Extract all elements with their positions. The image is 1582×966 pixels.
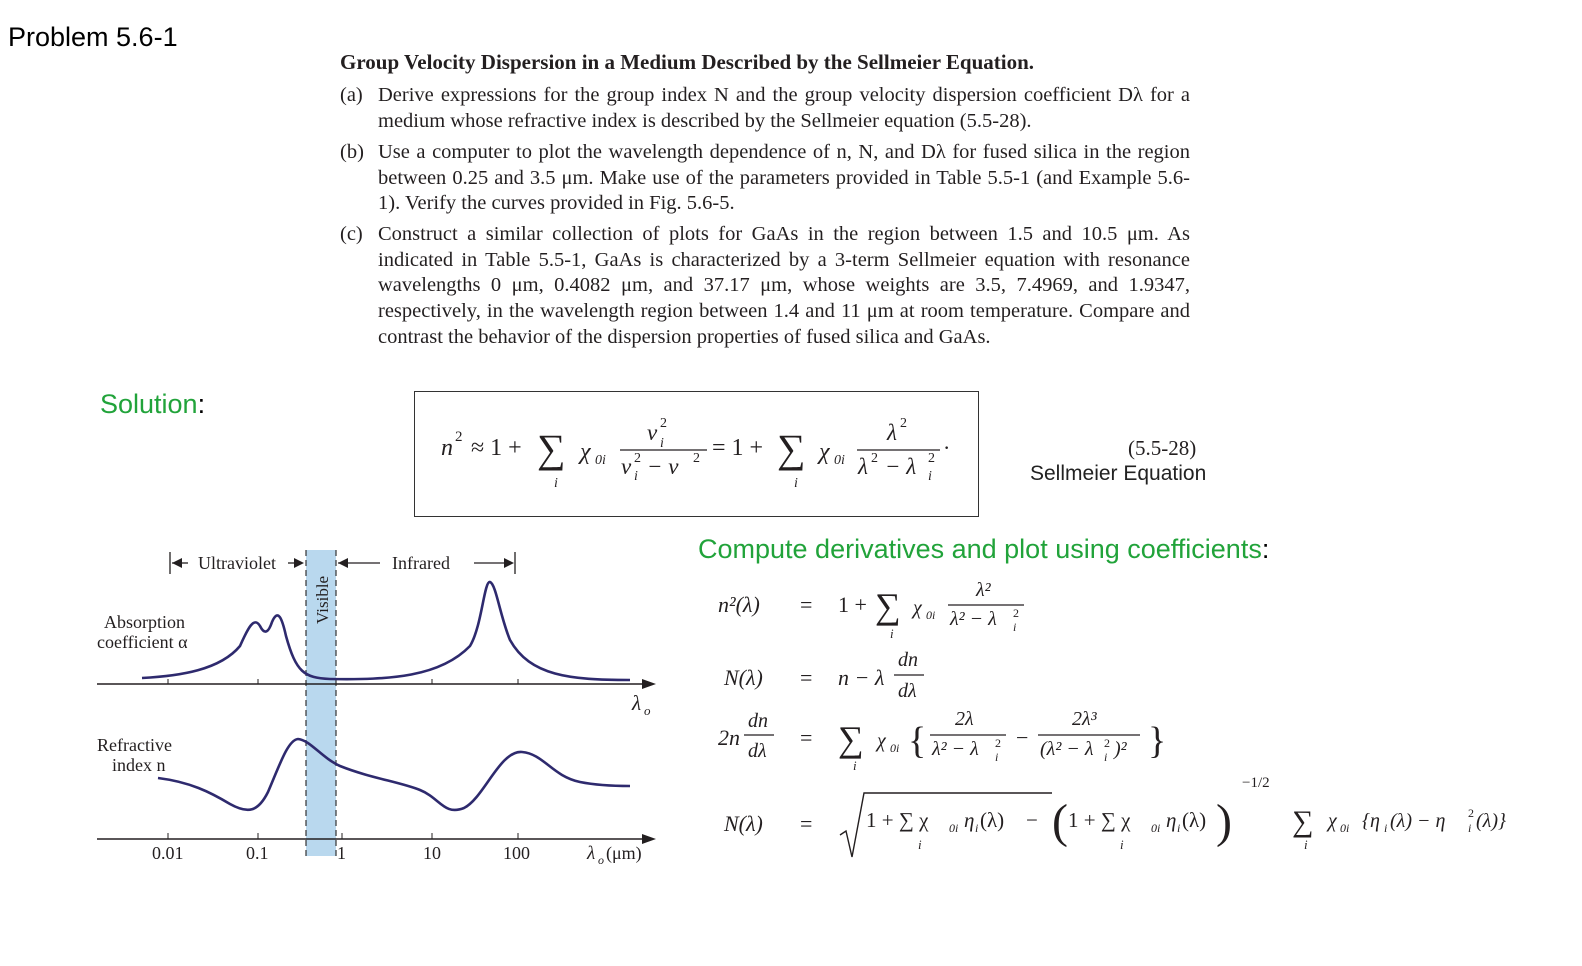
equation-name: Sellmeier Equation (1030, 462, 1207, 485)
eq-den-lambda-sup: 2 (871, 451, 878, 466)
eq-num-nu-sub: i (660, 436, 664, 451)
eq3-frac1-den-sup: 2 (995, 736, 1001, 750)
eq3-sum-index: i (853, 758, 857, 773)
eq3-frac2-den-end: )² (1114, 738, 1127, 760)
eq-equals-2: = 1 + (712, 435, 764, 461)
eq3-chi-sub: 0i (890, 741, 900, 755)
tick-label: 10 (423, 843, 441, 863)
equation-number: (5.5-28) (1128, 436, 1197, 460)
part-text: Derive expressions for the group index N and the group velocity dispersion coefficient Dλ for a medium whose refractive index is described by the Sellmeier equation (5.5-28). (378, 84, 1190, 132)
tick-label: 0.01 (152, 843, 184, 863)
eq3-frac2-num: 2λ³ (1072, 708, 1097, 730)
eq3-sum: ∑ (838, 719, 864, 759)
eq-sum-index-2: i (794, 476, 798, 491)
sellmeier-equation-box (414, 391, 979, 517)
eq4-equals: = (800, 811, 813, 836)
part-text: Construct a similar collection of plots for GaAs in the region between 1.5 and 10.5 μm. As indicated in Table 5.5-1, GaAs is characterized by a 3-term Sellmeier equation with resonance wavelengths 0 μm, 0.4082 μm, and 37.17 μm, whose weights are 3.5, 7.4969, and 1.9347, respectively, in the wavelength region between 1.4 and 11 μm at room temperature. Compare and contrast the behavior of the dispersion properties of fused silica and GaAs. (378, 223, 1190, 348)
solution-colon: : (197, 389, 206, 419)
eq-sum-2: ∑ (777, 426, 806, 471)
eq1-rhs: 1 + (838, 592, 867, 617)
ir-label: Infrared (392, 553, 450, 573)
wavelength-axis-arrow (642, 834, 656, 844)
absorption-axis-label: λ (632, 691, 642, 715)
eq3-frac2-den-sup: 2 (1104, 736, 1110, 750)
eq3-frac1-den-sub: i (995, 750, 999, 764)
eq3-frac1-num: 2λ (955, 708, 974, 730)
eq-chi-1: χ (580, 439, 591, 465)
eq4-sqrt-part1: 1 + ∑ χ (866, 808, 929, 832)
eq-minus-lambda-sup: 2 (928, 451, 935, 466)
eq1-den: λ² − λ (950, 608, 997, 630)
eq4-last-term: {η (1362, 810, 1380, 832)
refractive-index-curve (158, 739, 630, 810)
eq2-lhs: N(λ) (724, 665, 763, 690)
eq3-frac1-den: λ² − λ (932, 738, 979, 760)
eq-chi-sub-2: 0i (834, 453, 845, 468)
eq-minus-nu: − ν (647, 454, 679, 479)
eq4-last-sup: 2 (1468, 806, 1474, 820)
eq-num-lambda: λ (887, 420, 897, 445)
eq-den-nu-sup: 2 (634, 451, 641, 466)
eq-num-nu: ν (647, 420, 658, 445)
part-tag: (a) (340, 84, 363, 106)
ir-arrow-right (504, 558, 514, 568)
eq4-sum-index-3: i (1304, 837, 1308, 852)
eq-sum-index-1: i (554, 476, 558, 491)
compute-colon: : (1261, 534, 1270, 564)
part-b (340, 140, 1190, 217)
eq-den-lambda: λ (858, 454, 868, 479)
eq-den-nu-sub: i (634, 469, 638, 484)
sellmeier-equation (415, 392, 978, 516)
eq1-sum-index: i (890, 626, 894, 641)
eq4-paren-open: ( (1052, 795, 1068, 848)
compute-label (698, 534, 1269, 565)
derivative-equations (700, 565, 1560, 865)
visible-label: Visible (313, 575, 332, 624)
eq-approx: ≈ 1 + (471, 435, 522, 461)
eq4-exponent: −1/2 (1242, 775, 1270, 791)
part-a (340, 83, 1190, 134)
eq4-chi-last: χ (1328, 810, 1337, 832)
eq-num-nu-sup: 2 (660, 416, 667, 431)
eq3-equals: = (800, 725, 813, 750)
eq2-rhs: n − λ (838, 665, 885, 690)
wavelength-axis-label-sub: o (598, 853, 604, 867)
compute-text: Compute derivatives and plot using coefficients (698, 534, 1262, 564)
eq4-last-eta-sub: i (1384, 821, 1388, 835)
eq1-chi-sub: 0i (926, 608, 936, 622)
eq3-chi: χ (877, 730, 886, 752)
eq1-equals: = (800, 592, 813, 617)
eq3-minus: − (1016, 725, 1029, 750)
eq4-last-term-end: (λ)} (1476, 810, 1506, 832)
eq2-num: dn (898, 649, 918, 671)
eq3-frac2-den-sub: i (1104, 750, 1108, 764)
eq-period: · (943, 435, 951, 460)
eq-lhs-n: n (441, 435, 453, 461)
eq1-lhs: n²(λ) (718, 592, 760, 617)
eq-den-nu: ν (621, 454, 632, 479)
eq3-brace-close: } (1148, 720, 1167, 762)
eq4-eta-1: η (964, 808, 975, 832)
part-c (340, 222, 1190, 351)
wavelength-axis-label: λ (587, 843, 596, 864)
tick-label: 1 (337, 843, 346, 863)
solution-label (100, 389, 205, 420)
tick-label: 0.1 (246, 843, 269, 863)
eq2-den: dλ (898, 680, 917, 702)
eq4-sum-last: ∑ (1292, 805, 1314, 838)
eq4-chi-sub-2: 0i (1151, 821, 1161, 835)
absorption-axis-arrow (642, 679, 656, 689)
eq-minus-lambda: − λ (885, 454, 917, 479)
eq-chi-sub-1: 0i (595, 453, 606, 468)
eq-minus-nu-sup: 2 (693, 451, 700, 466)
eq4-paren-close: ) (1216, 795, 1232, 848)
eq3-lhs-num: dn (748, 710, 768, 732)
eq4-of-lambda-2: (λ) (1182, 808, 1207, 832)
absorption-axis-label-sub: o (644, 703, 651, 718)
eq4-chi-sub-1: 0i (949, 821, 959, 835)
absorption-curve (142, 582, 630, 680)
eq1-chi: χ (913, 597, 922, 619)
eq4-eta-2: η (1166, 808, 1177, 832)
eq3-lhs-a: 2n (718, 725, 740, 750)
solution-text: Solution (100, 389, 198, 419)
eq4-sum-index-1: i (918, 837, 922, 852)
dispersion-figure (90, 546, 670, 876)
part-tag: (c) (340, 223, 363, 245)
part-text: Use a computer to plot the wavelength dependence of n, N, and Dλ for fused silica in the region between 0.25 and 3.5 μm. Make use of the parameters provided in Table 5.5-1 (and Example 5.6-1). Verify the curves provided in Fig. 5.6-5. (378, 141, 1190, 215)
wavelength-axis-unit: (μm) (606, 843, 642, 863)
eq3-lhs-den: dλ (748, 740, 767, 762)
eq4-last-sub: i (1468, 821, 1472, 835)
eq1-num: λ² (976, 579, 991, 601)
eq-minus-lambda-sub: i (928, 469, 932, 484)
eq1-den-sup: 2 (1013, 606, 1019, 620)
eq-chi-2: χ (819, 439, 830, 465)
eq-sup: 2 (455, 429, 463, 445)
eq4-lhs: N(λ) (724, 811, 763, 836)
absorption-label-2: coefficient α (97, 632, 188, 652)
eq-num-lambda-sup: 2 (900, 416, 907, 431)
eq4-of-lambda-1: (λ) (980, 808, 1005, 832)
eq2-equals: = (800, 665, 813, 690)
eq4-paren-part: 1 + ∑ χ (1068, 808, 1131, 832)
eq1-sum: ∑ (875, 586, 901, 626)
eq3-brace-open: { (908, 720, 927, 762)
eq4-last-term-mid: (λ) − η (1390, 810, 1446, 832)
uv-arrow-right (294, 558, 304, 568)
tick-label: 100 (503, 843, 530, 863)
eq4-sum-index-2: i (1120, 837, 1124, 852)
refractive-label-1: Refractive (97, 735, 172, 755)
eq4-eta-sub-1: i (975, 821, 979, 835)
eq3-frac2-den: (λ² − λ (1040, 738, 1094, 760)
eq4-chi-sub-last: 0i (1340, 821, 1350, 835)
ir-arrow-left (338, 558, 348, 568)
uv-label: Ultraviolet (198, 553, 276, 573)
absorption-label-1: Absorption (104, 612, 185, 632)
part-tag: (b) (340, 141, 364, 163)
eq4-eta-sub-2: i (1177, 821, 1181, 835)
problem-title: Group Velocity Dispersion in a Medium Described by the Sellmeier Equation. (340, 50, 1035, 74)
problem-label: Problem 5.6-1 (8, 22, 178, 52)
eq-sum-1: ∑ (537, 426, 566, 471)
refractive-label-2: index n (112, 755, 166, 775)
eq4-minus: − (1026, 808, 1038, 832)
eq1-den-sub: i (1013, 620, 1017, 634)
